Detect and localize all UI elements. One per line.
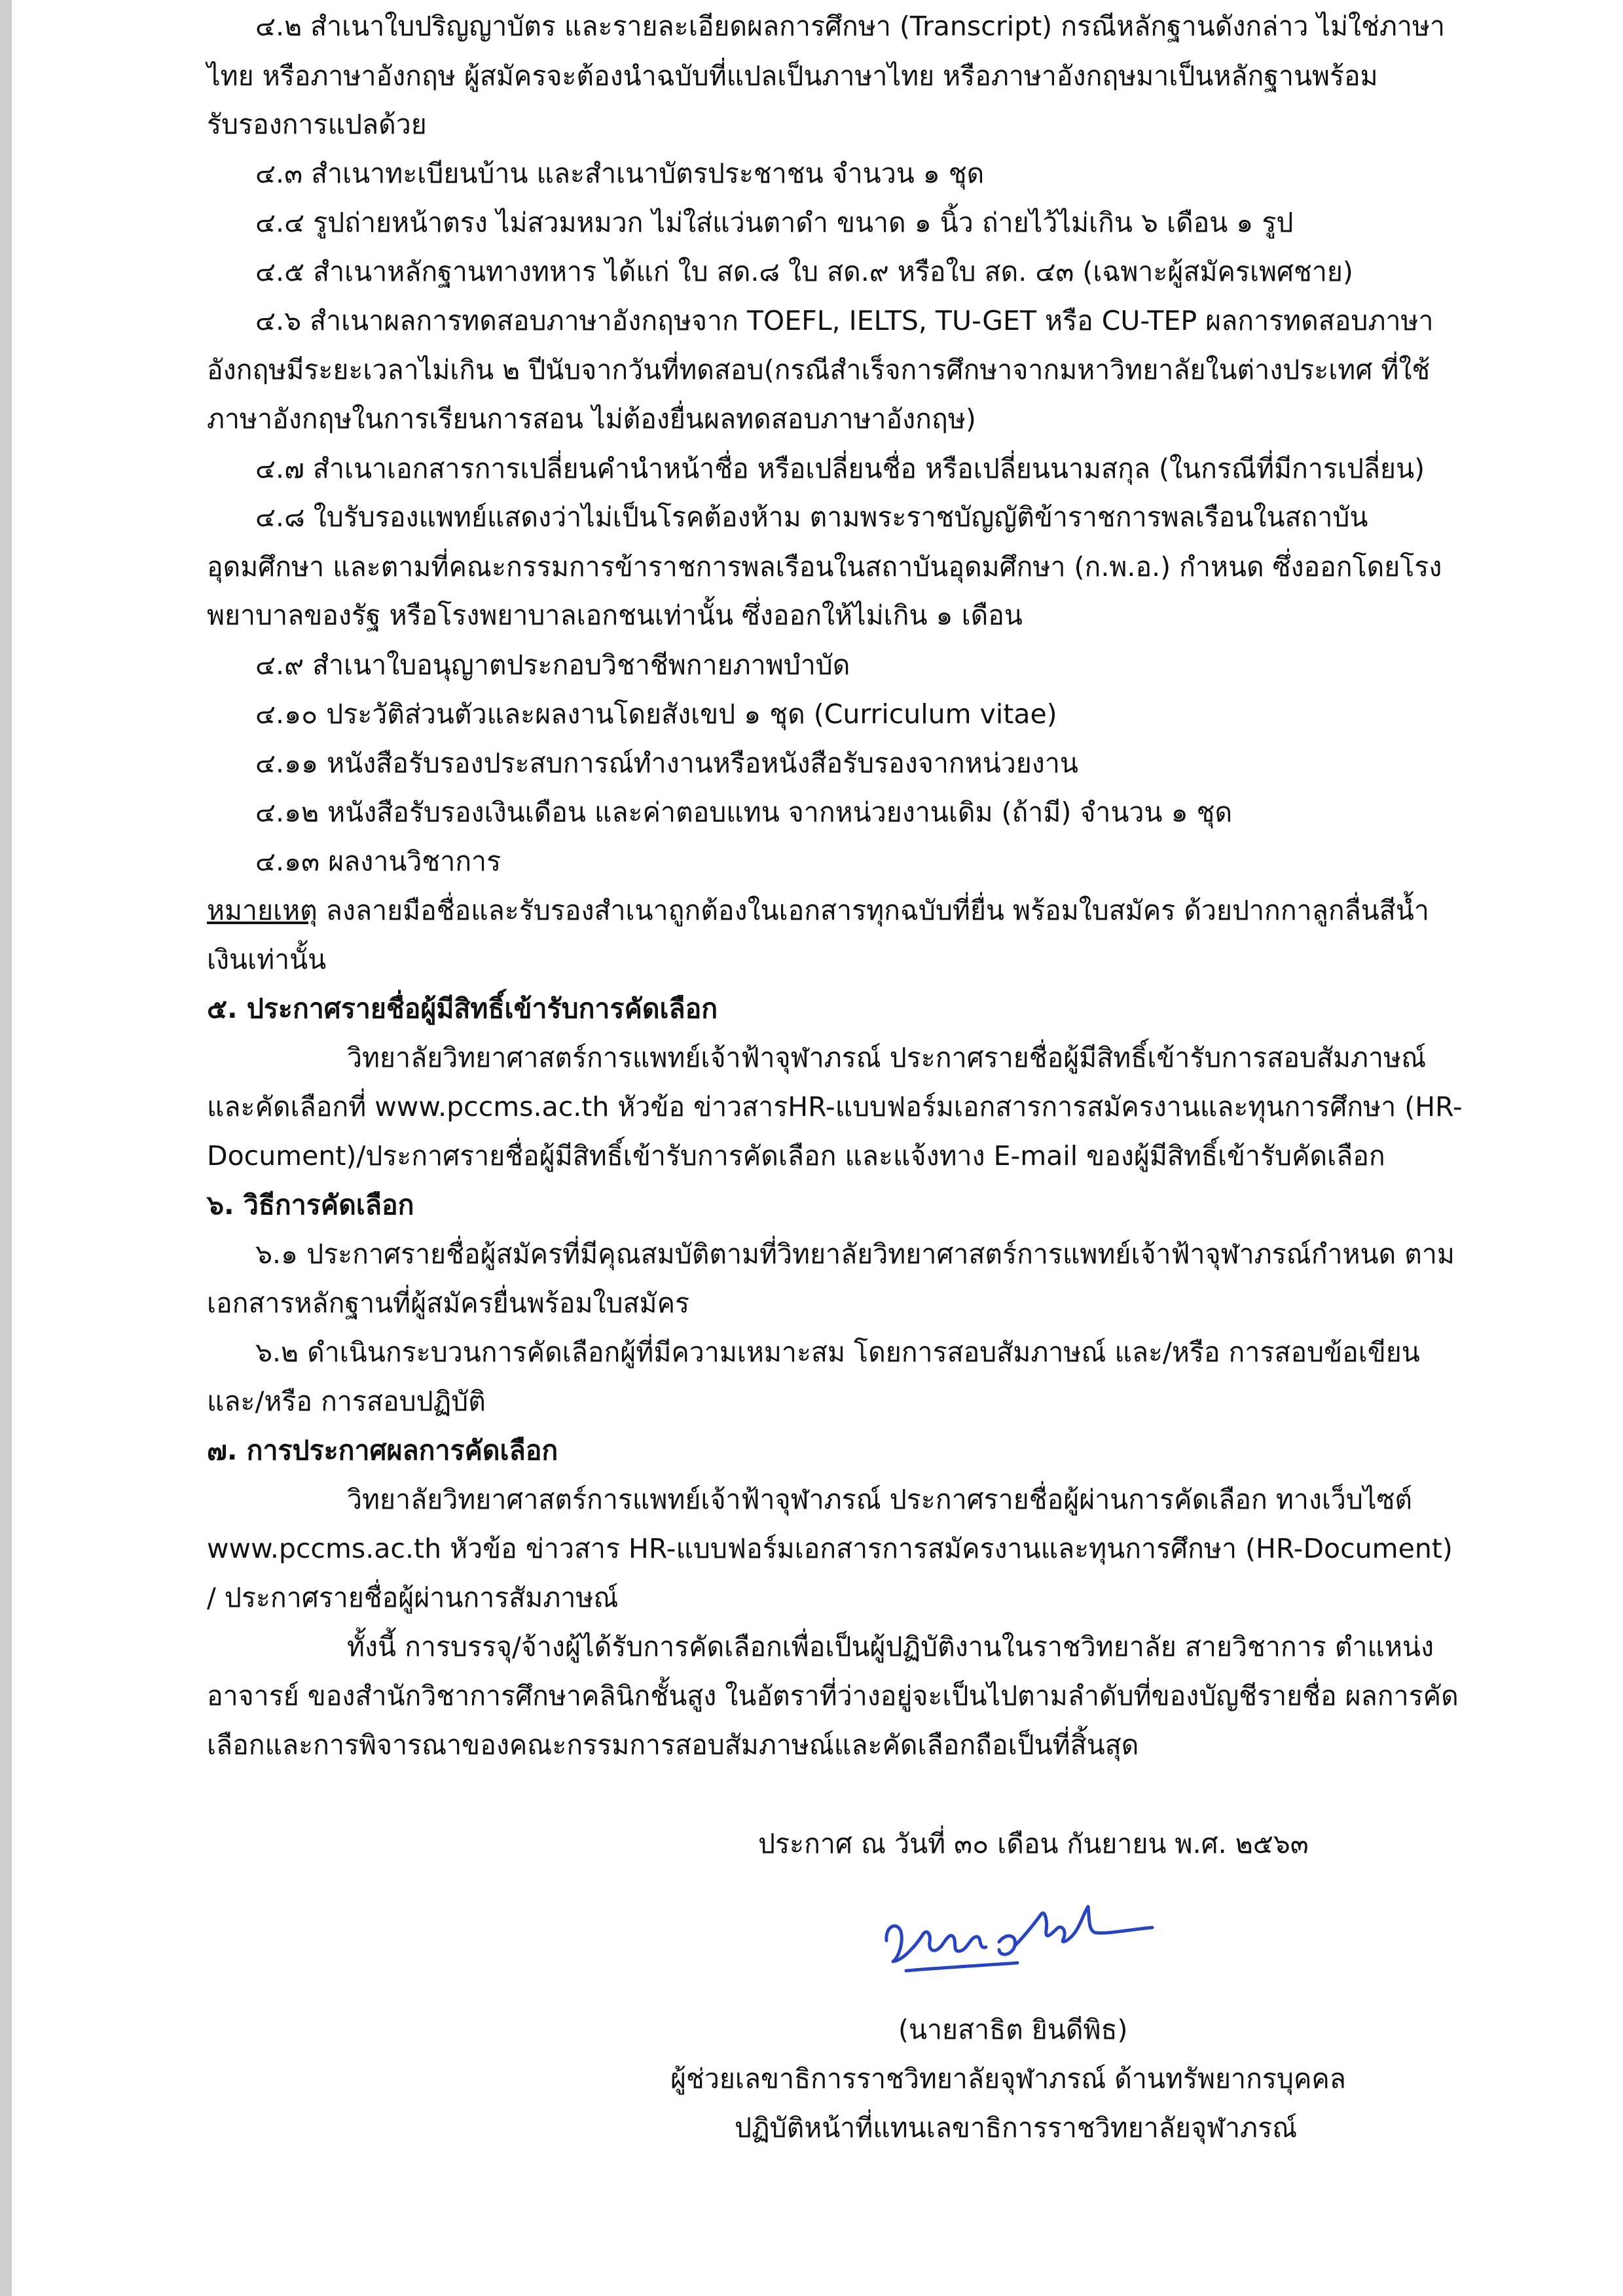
section-7-line-1: วิทยาลัยวิทยาศาสตร์การแพทย์เจ้าฟ้าจุฬาภรณ์ ประกาศรายชื่อผู้ผ่านการคัดเลือก ทางเว็บไซต์ (347, 1484, 1413, 1515)
section-7-line-6: เลือกและการพิจารณาของคณะกรรมการสอบสัมภาษณ์และคัดเลือกถือเป็นที่สิ้นสุด (207, 1729, 1139, 1761)
item-6-2-line-2: และ/หรือ การสอบปฏิบัติ (207, 1386, 486, 1417)
announcement-date: ประกาศ ณ วันที่ ๓๐ เดือน กันยายน พ.ศ. ๒๕๖๓ (758, 1828, 1309, 1859)
signature-image (877, 1895, 1165, 1986)
item-6-1-line-2: เอกสารหลักฐานที่ผู้สมัครยื่นพร้อมใบสมัคร (207, 1287, 690, 1319)
signer-title-1: ผู้ช่วยเลขาธิการราชวิทยาลัยจุฬาภรณ์ ด้านทรัพยากรบุคคล (670, 2063, 1346, 2094)
item-4-3: ๔.๓ สำเนาทะเบียนบ้าน และสำเนาบัตรประชาชน จำนวน ๑ ชุด (255, 158, 985, 189)
item-4-2-line-1: ๔.๒ สำเนาใบปริญญาบัตร และรายละเอียดผลการศึกษา (Transcript) กรณีหลักฐานดังกล่าว ไม่ใช่ภาษา (255, 10, 1445, 42)
note-line-1 (207, 891, 1429, 930)
signer-name: (นายสาธิต ยินดีพิธ) (898, 2014, 1128, 2045)
note-line-2: เงินเท่านั้น (207, 944, 327, 975)
item-4-9: ๔.๙ สำเนาใบอนุญาตประกอบวิชาชีพกายภาพบำบัด (255, 649, 850, 681)
note-label: หมายเหตุ (207, 895, 318, 926)
item-4-8-line-3: พยาบาลของรัฐ หรือโรงพยาบาลเอกชนเท่านั้น ซึ่งออกให้ไม่เกิน ๑ เดือน (207, 600, 1023, 631)
item-4-4: ๔.๔ รูปถ่ายหน้าตรง ไม่สวมหมวก ไม่ใส่แว่นตาดำ ขนาด ๑ นิ้ว ถ่ายไว้ไม่เกิน ๖ เดือน ๑ รูป (255, 207, 1294, 238)
item-4-11: ๔.๑๑ หนังสือรับรองประสบการณ์ทำงานหรือหนังสือรับรองจากหน่วยงาน (255, 747, 1078, 779)
signer-title-2: ปฏิบัติหน้าที่แทนเลขาธิการราชวิทยาลัยจุฬาภรณ์ (735, 2112, 1298, 2144)
item-4-2-line-3: รับรองการแปลด้วย (207, 109, 427, 140)
item-4-7: ๔.๗ สำเนาเอกสารการเปลี่ยนคำนำหน้าชื่อ หรือเปลี่ยนชื่อ หรือเปลี่ยนนามสกุล (ในกรณีที่มีการเปลี่ยน) (255, 453, 1425, 484)
item-4-5: ๔.๕ สำเนาหลักฐานทางทหาร ได้แก่ ใบ สด.๘ ใบ สด.๙ หรือใบ สด. ๔๓ (เฉพาะผู้สมัครเพศชาย) (255, 256, 1353, 287)
item-4-12: ๔.๑๒ หนังสือรับรองเงินเดือน และค่าตอบแทน จากหน่วยงานเดิม (ถ้ามี) จำนวน ๑ ชุด (255, 797, 1233, 828)
section-6-heading: ๖. วิธีการคัดเลือก (207, 1189, 414, 1221)
item-4-6-line-2: อังกฤษมีระยะเวลาไม่เกิน ๒ ปีนับจากวันที่ทดสอบ(กรณีสำเร็จการศึกษาจากมหาวิทยาลัยในต่างประเทศ ที่ใช้ (207, 354, 1431, 386)
section-7-line-4: ทั้งนี้ การบรรจุ/จ้างผู้ได้รับการคัดเลือกเพื่อเป็นผู้ปฏิบัติงานในราชวิทยาลัย สายวิชาการ ตำแหน่ง (347, 1631, 1434, 1662)
section-5-line-3: Document)/ประกาศรายชื่อผู้มีสิทธิ์เข้ารับการคัดเลือก และแจ้งทาง E-mail ของผู้มีสิทธิ์เข้ารับคัดเลือก (207, 1140, 1385, 1172)
section-7-line-5: อาจารย์ ของสำนักวิชาการศึกษาคลินิกชั้นสูง ในอัตราที่ว่างอยู่จะเป็นไปตามลำดับที่ของบัญชีรายชื่อ ผลการคัด (207, 1680, 1459, 1712)
section-5-line-2: และคัดเลือกที่ www.pccms.ac.th หัวข้อ ข่าวสารHR-แบบฟอร์มเอกสารการสมัครงานและทุนการศึกษา (HR- (207, 1091, 1463, 1122)
item-4-2-line-2: ไทย หรือภาษาอังกฤษ ผู้สมัครจะต้องนำฉบับที่แปลเป็นภาษาไทย หรือภาษาอังกฤษมาเป็นหลักฐานพร้อม (207, 60, 1378, 92)
note-text: ลงลายมือชื่อและรับรองสำเนาถูกต้องในเอกสารทุกฉบับที่ยื่น พร้อมใบสมัคร ด้วยปากกาลูกลื่นสีน้ำ (317, 895, 1429, 926)
item-6-2-line-1: ๖.๒ ดำเนินกระบวนการคัดเลือกผู้ที่มีความเหมาะสม โดยการสอบสัมภาษณ์ และ/หรือ การสอบข้อเขียน (255, 1336, 1420, 1368)
item-4-13: ๔.๑๓ ผลงานวิชาการ (255, 846, 501, 877)
section-7-line-2: www.pccms.ac.th หัวข้อ ข่าวสาร HR-แบบฟอร์มเอกสารการสมัครงานและทุนการศึกษา (HR-Document) (207, 1533, 1453, 1564)
item-4-10: ๔.๑๐ ประวัติส่วนตัวและผลงานโดยสังเขป ๑ ชุด (Curriculum vitae) (255, 698, 1057, 730)
item-4-8-line-1: ๔.๘ ใบรับรองแพทย์แสดงว่าไม่เป็นโรคต้องห้าม ตามพระราชบัญญัติข้าราชการพลเรือนในสถาบัน (255, 501, 1368, 533)
item-4-6-line-3: ภาษาอังกฤษในการเรียนการสอน ไม่ต้องยื่นผลทดสอบภาษาอังกฤษ) (207, 403, 976, 435)
item-4-8-line-2: อุดมศึกษา และตามที่คณะกรรมการข้าราชการพลเรือนในสถาบันอุดมศึกษา (ก.พ.อ.) กำหนด ซึ่งออกโดยโรง (207, 551, 1442, 583)
item-4-6-line-1: ๔.๖ สำเนาผลการทดสอบภาษาอังกฤษจาก TOEFL, IELTS, TU-GET หรือ CU-TEP ผลการทดสอบภาษา (255, 305, 1434, 336)
section-7-line-3: / ประกาศรายชื่อผู้ผ่านการสัมภาษณ์ (207, 1582, 619, 1613)
section-5-heading: ๕. ประกาศรายชื่อผู้มีสิทธิ์เข้ารับการคัดเลือก (207, 993, 718, 1024)
section-5-line-1: วิทยาลัยวิทยาศาสตร์การแพทย์เจ้าฟ้าจุฬาภรณ์ ประกาศรายชื่อผู้มีสิทธิ์เข้ารับการสอบสัมภาษณ์ (347, 1042, 1427, 1073)
section-7-heading: ๗. การประกาศผลการคัดเลือก (207, 1435, 558, 1466)
item-6-1-line-1: ๖.๑ ประกาศรายชื่อผู้สมัครที่มีคุณสมบัติตามที่วิทยาลัยวิทยาศาสตร์การแพทย์เจ้าฟ้าจุฬาภรณ์กำหนด ตาม (255, 1238, 1455, 1270)
